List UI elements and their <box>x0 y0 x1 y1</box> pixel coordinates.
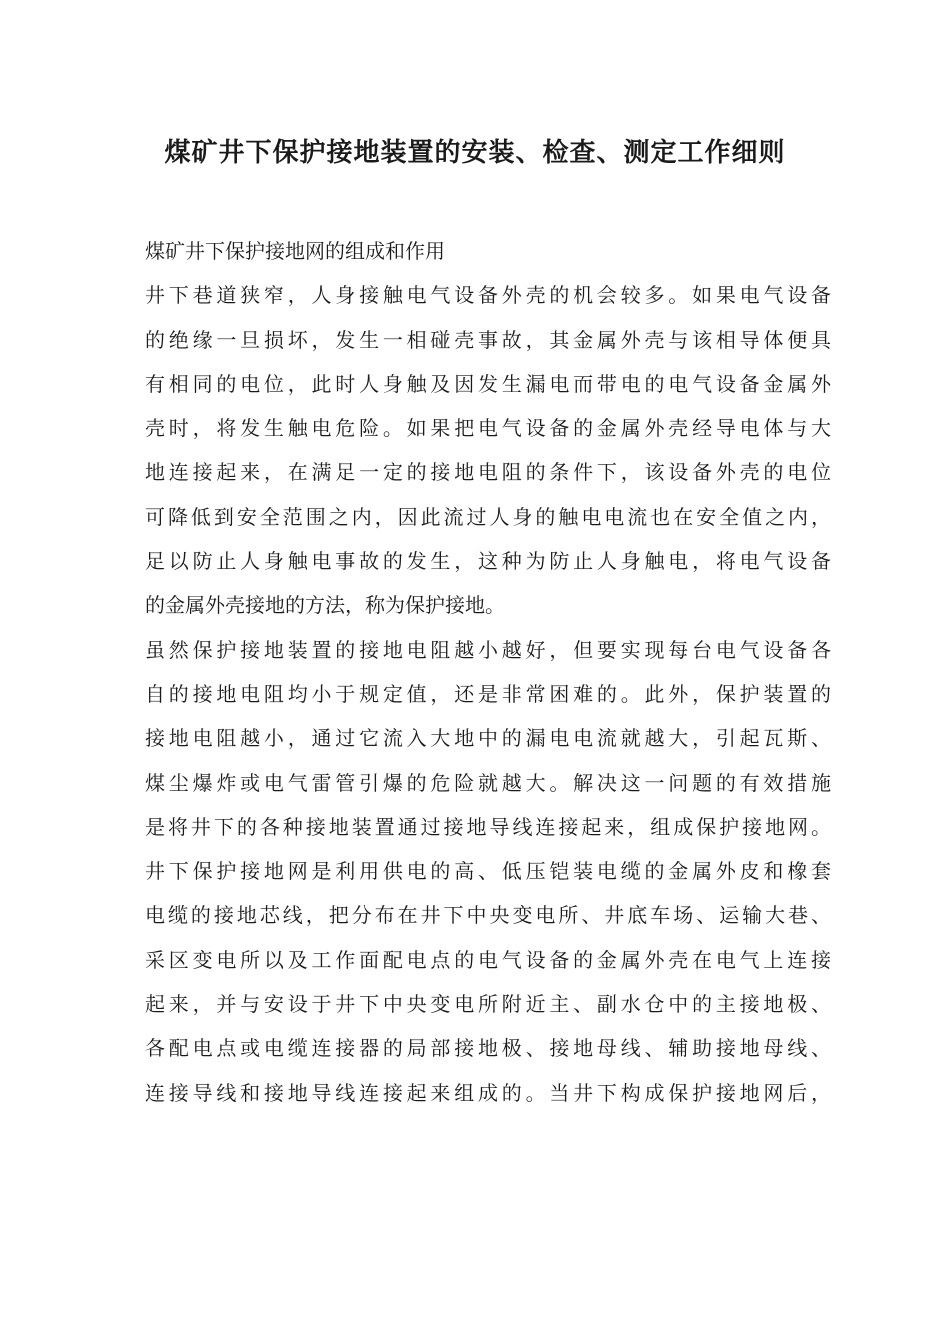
body-line: 地连接起来，在满足一定的接地电阻的条件下，该设备外壳的电位 <box>145 460 831 485</box>
body-line: 煤尘爆炸或电气雷管引爆的危险就越大。解决这一问题的有效措施 <box>145 770 831 795</box>
body-line: 可降低到安全范围之内，因此流过人身的触电电流也在安全值之内， <box>145 504 831 529</box>
body-line: 起来，并与安设于井下中央变电所附近主、副水仓中的主接地极、 <box>145 992 831 1017</box>
body-line: 壳时，将发生触电危险。如果把电气设备的金属外壳经导电体与大 <box>145 416 831 441</box>
body-line: 接地电阻越小，通过它流入大地中的漏电电流就越大，引起瓦斯、 <box>145 726 831 751</box>
body-line: 有相同的电位，此时人身触及因发生漏电而带电的电气设备金属外 <box>145 371 831 396</box>
body-line: 是将井下的各种接地装置通过接地导线连接起来，组成保护接地网。 <box>145 814 831 839</box>
section-heading: 煤矿井下保护接地网的组成和作用 <box>145 239 445 263</box>
body-line: 井下巷道狭窄，人身接触电气设备外壳的机会较多。如果电气设备 <box>145 283 831 308</box>
body-line: 的金属外壳接地的方法，称为保护接地。 <box>145 593 505 618</box>
body-line: 采区变电所以及工作面配电点的电气设备的金属外壳在电气上连接 <box>145 947 831 972</box>
body-line: 的绝缘一旦损坏，发生一相碰壳事故，其金属外壳与该相导体便具 <box>145 327 831 352</box>
body-line: 自的接地电阻均小于规定值，还是非常困难的。此外，保护装置的 <box>145 681 831 706</box>
body-line: 各配电点或电缆连接器的局部接地极、接地母线、辅助接地母线、 <box>145 1036 831 1061</box>
body-line: 电缆的接地芯线，把分布在井下中央变电所、井底车场、运输大巷、 <box>145 903 831 928</box>
body-line: 虽然保护接地装置的接地电阻越小越好，但要实现每台电气设备各 <box>145 637 831 662</box>
document-body <box>145 229 831 1115</box>
body-line: 井下保护接地网是利用供电的高、低压铠装电缆的金属外皮和橡套 <box>145 859 831 884</box>
body-line: 足以防止人身触电事故的发生，这种为防止人身触电，将电气设备 <box>145 549 831 574</box>
body-line: 连接导线和接地导线连接起来组成的。当井下构成保护接地网后， <box>145 1080 831 1105</box>
document-title: 煤矿井下保护接地装置的安装、检查、测定工作细则 <box>164 138 786 168</box>
